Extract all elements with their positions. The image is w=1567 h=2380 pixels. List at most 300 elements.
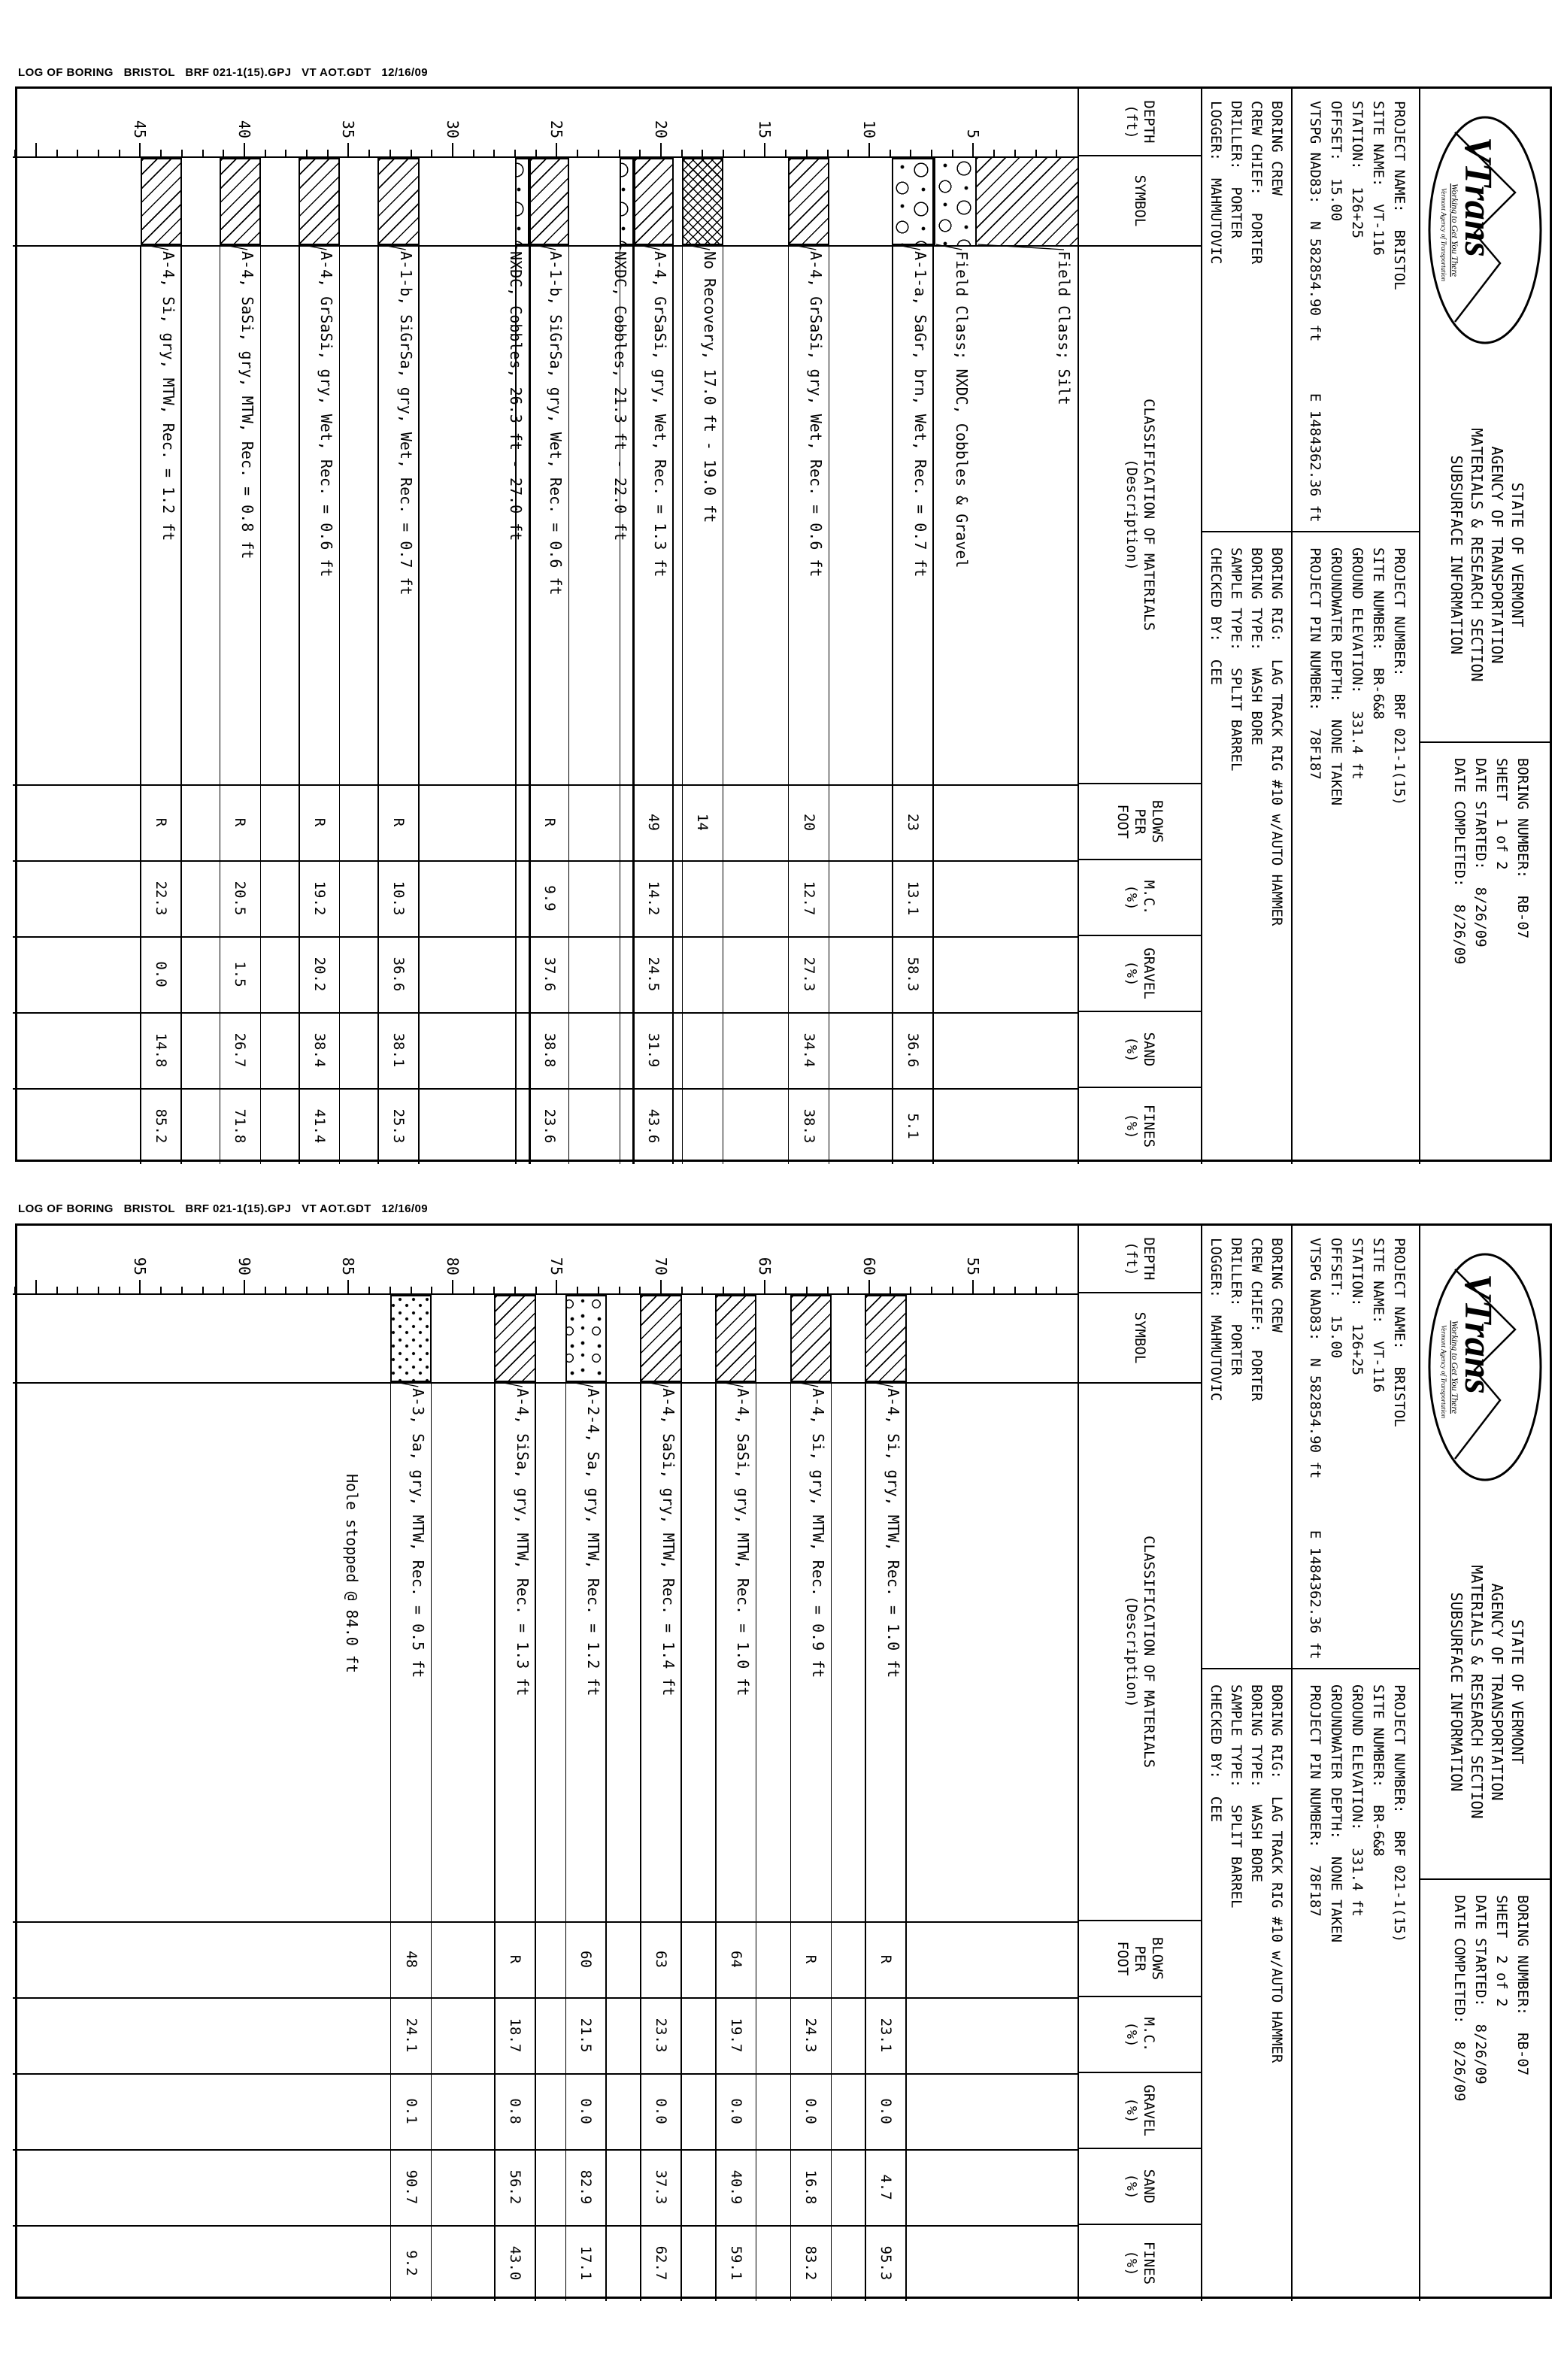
depth-tick-major	[452, 1280, 453, 1293]
sample-mc-value: 18.7	[507, 2018, 524, 2053]
sample-row-rule	[535, 1384, 536, 2301]
sample-row-rule	[829, 247, 830, 1164]
log-file-header-2: LOG OF BORING BRISTOL BRF 021-1(15).GPJ VT AOT.GDT 12/16/09	[18, 1202, 428, 1215]
text-line: GROUND ELEVATION: 331.4 ft	[1349, 1684, 1365, 1917]
sample-row-rule	[680, 1384, 682, 2301]
sample-row-rule	[788, 247, 790, 1164]
sample-sand-value: 16.8	[802, 2169, 820, 2205]
depth-tick-minor	[535, 1287, 537, 1293]
depth-tick-major	[348, 1280, 350, 1293]
text-line: DRILLER: PORTER	[1228, 1238, 1244, 1376]
description-leader-line	[977, 244, 1064, 250]
depth-tick-minor	[744, 1287, 745, 1293]
text-line: AGENCY OF TRANSPORTATION	[1488, 1583, 1506, 1801]
description-leader-line	[222, 244, 247, 250]
description-leader-line	[793, 1381, 818, 1387]
sample-fines-value: 83.2	[802, 2245, 820, 2281]
sample-blows-value: 63	[653, 1951, 669, 1968]
description-leader-line	[380, 244, 405, 250]
sample-gravel-value: 37.6	[541, 957, 558, 992]
sample-description: A-4, Si, gry, MTW, Rec. = 1.2 ft	[159, 251, 177, 541]
text-line: M.C.	[1141, 2017, 1157, 2052]
depth-tick-minor	[285, 1287, 286, 1293]
text-line: FINES	[1141, 2241, 1157, 2285]
text-line: CREW CHIEF: PORTER	[1248, 1238, 1265, 1402]
sample-symbol-box	[892, 158, 933, 245]
sample-row-rule	[431, 1384, 432, 2301]
sample-fines-value: 38.3	[800, 1108, 817, 1144]
text-line: (Description)	[1123, 1596, 1140, 1708]
depth-tick-minor	[785, 1287, 787, 1293]
sample-description: A-4, SaSi, gry, MTW, Rec. = 1.4 ft	[659, 1388, 677, 1696]
depth-tick-major	[140, 143, 141, 156]
description-leader-line	[894, 244, 920, 250]
sample-symbol-box	[788, 158, 829, 245]
depth-tick-major	[348, 143, 350, 156]
sample-fines-value: 95.3	[877, 2245, 895, 2281]
sample-symbol-box	[141, 158, 182, 245]
depth-tick-minor	[514, 150, 516, 156]
sample-mc-value: 14.2	[645, 881, 662, 916]
text-line: SITE NAME: VT-116	[1370, 101, 1387, 256]
depth-tick-minor	[368, 1287, 370, 1293]
depth-tick-minor	[77, 1287, 78, 1293]
depth-label: 35	[339, 120, 358, 138]
depth-label: 40	[235, 120, 253, 138]
sample-row-rule	[790, 1384, 792, 2301]
logo-brand-text: VTrans	[1456, 1274, 1499, 1394]
sample-fines-value: 71.8	[232, 1108, 249, 1144]
sample-mc-value: 20.5	[232, 881, 249, 916]
depth-tick-minor	[56, 150, 58, 156]
logo-tagline: Working to Get You There	[1450, 183, 1460, 277]
sample-gravel-value: 0.0	[653, 2098, 669, 2124]
depth-tick-minor	[827, 1287, 829, 1293]
description-leader-line	[642, 1381, 668, 1387]
sample-gravel-value: 20.2	[311, 957, 328, 992]
text-line: (%)	[1123, 2250, 1140, 2276]
sample-sand-value: 90.7	[402, 2169, 420, 2205]
depth-tick-minor	[1035, 1287, 1037, 1293]
depth-tick-minor	[1056, 150, 1057, 156]
depth-tick-minor	[119, 150, 120, 156]
text-line: SYMBOL	[1132, 1311, 1149, 1364]
depth-tick-major	[140, 1280, 141, 1293]
sample-fines-value: 59.1	[727, 2245, 744, 2281]
depth-tick-minor	[723, 1287, 724, 1293]
stratum-zone-label: Field Class; NXDC, Cobbles & Gravel	[953, 251, 971, 568]
text-line: (ft)	[1123, 105, 1140, 139]
sample-blows-value: 23	[905, 814, 922, 831]
text-line: BORING NUMBER: RB-07	[1514, 1895, 1531, 2076]
sample-row-rule	[905, 1384, 907, 2301]
text-line: DATE STARTED: 8/26/09	[1472, 758, 1489, 947]
sample-description: No Recovery, 17.0 ft - 19.0 ft	[701, 251, 720, 523]
text-line: CHECKED BY: CEE	[1208, 547, 1224, 686]
sample-row-rule	[568, 247, 570, 1164]
sample-mc-value: 10.3	[389, 881, 407, 916]
boring-log-sheet-1	[15, 86, 1552, 1162]
depth-tick-minor	[639, 150, 641, 156]
depth-tick-minor	[619, 1287, 620, 1293]
sample-sand-value: 40.9	[727, 2169, 744, 2205]
depth-tick-minor	[514, 1287, 516, 1293]
depth-tick-minor	[931, 1287, 932, 1293]
sample-description: A-1-b, SiGrSa, gry, Wet, Rec. = 0.6 ft	[547, 251, 565, 596]
depth-tick-minor	[890, 1287, 891, 1293]
sample-blows-value: 48	[402, 1951, 420, 1968]
stratum-zone-fill	[934, 158, 975, 245]
text-line: SAMPLE TYPE: SPLIT BARREL	[1228, 1684, 1244, 1909]
depth-label: 45	[131, 120, 150, 138]
sample-symbol-box	[865, 1295, 906, 1382]
text-line: CREW CHIEF: PORTER	[1248, 101, 1265, 265]
sample-description: NXDC, Cobbles, 26.3 ft - 27.0 ft	[507, 251, 526, 541]
text-line: SHEET 1 of 2	[1493, 758, 1510, 870]
logo-subtitle: Vermont Agency of Transportation	[1440, 1325, 1447, 1419]
depth-tick-minor	[827, 150, 829, 156]
depth-label: 80	[444, 1257, 462, 1275]
description-leader-line	[790, 244, 816, 250]
depth-tick-minor	[98, 150, 99, 156]
sample-row-rule	[141, 247, 142, 1164]
description-leader-line	[393, 1381, 418, 1387]
stratum-zone-label: Field Class; Silt	[1055, 251, 1073, 405]
depth-tick-minor	[265, 1287, 266, 1293]
sample-gravel-value: 27.3	[800, 957, 817, 992]
depth-tick-major	[660, 143, 662, 156]
sample-fines-value: 5.1	[905, 1113, 922, 1139]
depth-tick-minor	[952, 150, 953, 156]
sample-sand-value: 37.3	[653, 2169, 669, 2205]
log-file-header-1: LOG OF BORING BRISTOL BRF 021-1(15).GPJ VT AOT.GDT 12/16/09	[18, 66, 428, 79]
text-line: SUBSURFACE INFORMATION	[1447, 455, 1465, 655]
depth-tick-minor	[1014, 150, 1016, 156]
sample-gravel-value: 0.0	[727, 2098, 744, 2124]
text-line: PER	[1132, 808, 1149, 835]
sample-symbol-box	[515, 158, 529, 245]
text-line: BORING CREW	[1268, 101, 1285, 196]
depth-tick-major	[452, 143, 453, 156]
depth-label: 20	[652, 120, 670, 138]
sample-row-rule	[418, 247, 420, 1164]
sample-description: A-4, GrSaSi, gry, Wet, Rec. = 0.6 ft	[317, 251, 336, 578]
depth-tick-major	[973, 1280, 974, 1293]
sample-row-rule	[377, 247, 379, 1164]
text-line: FOOT	[1114, 1941, 1132, 1976]
sample-mc-value: 9.9	[541, 885, 558, 911]
depth-tick-minor	[411, 150, 412, 156]
sample-fines-value: 17.1	[577, 2245, 595, 2281]
depth-tick-minor	[411, 1287, 412, 1293]
sample-sand-value: 38.8	[541, 1032, 558, 1068]
sample-gravel-value: 36.6	[389, 957, 407, 992]
depth-tick-minor	[389, 1287, 391, 1293]
sample-description: A-4, Si, gry, MTW, Rec. = 0.9 ft	[809, 1388, 828, 1678]
sample-row-rule	[605, 1384, 607, 2301]
text-line: SITE NAME: VT-116	[1370, 1238, 1387, 1393]
text-line: (%)	[1123, 1036, 1140, 1063]
text-line: SITE NUMBER: BR-6&8	[1370, 1684, 1387, 1857]
description-leader-line	[532, 244, 556, 250]
sample-blows-value: 60	[577, 1951, 595, 1968]
depth-label: 30	[444, 120, 462, 138]
depth-tick-minor	[202, 150, 204, 156]
depth-tick-minor	[1056, 1287, 1057, 1293]
sample-description: A-4, SaSi, gry, MTW, Rec. = 0.8 ft	[238, 251, 257, 559]
text-line: GRAVEL	[1141, 947, 1157, 999]
sample-mc-value: 23.3	[653, 2018, 669, 2053]
logo-brand-text: VTrans	[1456, 137, 1499, 257]
depth-tick-minor	[681, 1287, 683, 1293]
sample-symbol-box	[530, 158, 570, 245]
depth-tick-major	[556, 1280, 558, 1293]
depth-tick-major	[244, 1280, 245, 1293]
depth-tick-minor	[847, 150, 849, 156]
text-line: SAND	[1141, 2169, 1157, 2204]
depth-tick-minor	[702, 1287, 703, 1293]
depth-tick-minor	[389, 150, 391, 156]
text-line: (ft)	[1123, 1242, 1140, 1276]
sample-blows-value: R	[311, 817, 328, 827]
depth-tick-minor	[181, 150, 183, 156]
depth-tick-major	[868, 1280, 870, 1293]
description-leader-line	[516, 244, 517, 250]
sample-sand-value: 14.8	[153, 1032, 170, 1068]
text-line: DEPTH	[1141, 100, 1157, 144]
sample-mc-value: 21.5	[577, 2018, 595, 2053]
depth-tick-minor	[535, 150, 537, 156]
sample-blows-value: R	[802, 1954, 820, 1964]
sample-row-rule	[299, 247, 300, 1164]
depth-tick-minor	[368, 150, 370, 156]
depth-tick-minor	[202, 1287, 204, 1293]
depth-tick-minor	[931, 150, 932, 156]
sample-mc-value: 23.1	[877, 2018, 895, 2053]
depth-tick-minor	[306, 150, 308, 156]
depth-tick-minor	[702, 150, 703, 156]
sample-row-rule	[932, 247, 934, 1164]
sample-row-rule	[390, 1384, 392, 2301]
leader-lines	[13, 1226, 1550, 2301]
text-line: (%)	[1123, 1113, 1140, 1139]
depth-tick-minor	[993, 150, 995, 156]
sample-fines-value: 25.3	[389, 1108, 407, 1144]
text-line: OFFSET: 15.00	[1328, 1238, 1344, 1359]
sample-fines-value: 41.4	[311, 1108, 328, 1144]
text-line: AGENCY OF TRANSPORTATION	[1488, 446, 1506, 664]
depth-label: 10	[860, 120, 878, 138]
depth-tick-minor	[910, 150, 911, 156]
depth-tick-minor	[223, 150, 224, 156]
text-line: BORING CREW	[1268, 1238, 1285, 1332]
sample-row-rule	[892, 247, 893, 1164]
text-line: BORING TYPE: WASH BORE	[1248, 547, 1265, 746]
description-leader-line	[717, 1381, 743, 1387]
depth-tick-major	[973, 143, 974, 156]
sample-row-rule	[672, 247, 674, 1164]
data-layer	[13, 89, 1550, 1164]
depth-tick-minor	[598, 1287, 599, 1293]
sample-row-rule	[634, 247, 635, 1164]
depth-tick-major	[35, 1280, 37, 1293]
depth-label: 75	[547, 1257, 566, 1275]
sample-symbol-box	[377, 158, 419, 245]
text-line: DEPTH	[1141, 1237, 1157, 1281]
sample-mc-value: 22.3	[153, 881, 170, 916]
text-line: SHEET 2 of 2	[1493, 1895, 1510, 2007]
depth-tick-minor	[306, 1287, 308, 1293]
text-line: BLOWS	[1149, 1936, 1166, 1981]
sample-description: A-4, Si, gry, MTW, Rec. = 1.0 ft	[884, 1388, 902, 1678]
text-line: GRAVEL	[1141, 2084, 1157, 2136]
depth-tick-minor	[639, 1287, 641, 1293]
sample-row-rule	[260, 247, 262, 1164]
depth-tick-minor	[744, 150, 745, 156]
sample-sand-value: 56.2	[507, 2169, 524, 2205]
depth-label: 5	[964, 129, 983, 138]
sample-row-rule	[865, 1384, 866, 2301]
depth-tick-major	[244, 143, 245, 156]
text-line: FOOT	[1114, 804, 1132, 839]
boring-log-sheet-2	[15, 1223, 1552, 2299]
text-line: (%)	[1123, 2173, 1140, 2200]
sample-blows-value: R	[153, 817, 170, 827]
text-line: (%)	[1123, 2021, 1140, 2048]
description-leader-line	[496, 1381, 522, 1387]
depth-tick-minor	[598, 150, 599, 156]
depth-label: 65	[756, 1257, 774, 1275]
sample-blows-value: 14	[694, 814, 711, 831]
sample-sand-value: 26.7	[232, 1032, 249, 1068]
sample-gravel-value: 0.0	[877, 2098, 895, 2124]
depth-tick-minor	[493, 1287, 495, 1293]
depth-label: 95	[131, 1257, 150, 1275]
sample-row-rule	[529, 247, 530, 1164]
depth-tick-minor	[619, 150, 620, 156]
text-line: PROJECT PIN NUMBER: 78F187	[1307, 1684, 1323, 1917]
text-line: PROJECT NAME: BRISTOL	[1391, 101, 1408, 290]
sample-sand-value: 34.4	[800, 1032, 817, 1068]
text-line: SUBSURFACE INFORMATION	[1447, 1592, 1465, 1792]
sample-gravel-value: 0.8	[507, 2098, 524, 2124]
sample-row-rule	[494, 1384, 496, 2301]
depth-tick-minor	[910, 1287, 911, 1293]
sample-symbol-box	[299, 158, 340, 245]
sample-row-rule	[682, 247, 683, 1164]
sample-symbol-box	[640, 1295, 681, 1382]
text-line: BORING NUMBER: RB-07	[1514, 758, 1531, 939]
depth-tick-major	[556, 143, 558, 156]
stratum-zone-fill	[975, 158, 1078, 245]
description-leader-line	[568, 1381, 593, 1387]
text-line: BLOWS	[1149, 799, 1166, 844]
text-line: DATE COMPLETED: 8/26/09	[1451, 1895, 1468, 2102]
description-leader-line	[143, 244, 168, 250]
sample-symbol-box	[220, 158, 261, 245]
sample-sand-value: 36.6	[905, 1032, 922, 1068]
text-line: VTSPG NAD83: N 582854.90 ft E 1484362.36 ft	[1307, 1238, 1323, 1660]
data-layer	[13, 1226, 1550, 2301]
sample-row-rule	[565, 1384, 567, 2301]
depth-label: 70	[652, 1257, 670, 1275]
sample-fines-value: 85.2	[153, 1108, 170, 1144]
sample-gravel-value: 0.0	[577, 2098, 595, 2124]
text-line: GROUNDWATER DEPTH: NONE TAKEN	[1328, 1684, 1344, 1943]
text-line: (%)	[1123, 884, 1140, 911]
text-line: SYMBOL	[1132, 174, 1149, 227]
sample-mc-value: 24.1	[402, 2018, 420, 2053]
text-line: CHECKED BY: CEE	[1208, 1684, 1224, 1823]
sample-row-rule	[723, 247, 724, 1164]
text-line: BORING TYPE: WASH BORE	[1248, 1684, 1265, 1883]
text-line: MATERIALS & RESEARCH SECTION	[1468, 428, 1486, 682]
sample-blows-value: R	[507, 1954, 524, 1964]
depth-label: 60	[860, 1257, 878, 1275]
sample-mc-value: 12.7	[800, 881, 817, 916]
sample-description: A-2-4, Sa, gry, MTW, Rec. = 1.2 ft	[583, 1388, 602, 1696]
text-line: BORING RIG: LAG TRACK RIG #10 w/AUTO HAMMER	[1268, 547, 1285, 926]
sample-row-rule	[180, 247, 182, 1164]
text-line: FINES	[1141, 1104, 1157, 1148]
sample-row-rule	[715, 1384, 717, 2301]
text-line: STATE OF VERMONT	[1508, 1619, 1526, 1765]
sample-symbol-box	[565, 1295, 607, 1382]
logo-tagline: Working to Get You There	[1450, 1320, 1460, 1414]
depth-tick-minor	[473, 150, 474, 156]
depth-tick-minor	[14, 1287, 16, 1293]
description-leader-line	[636, 244, 660, 250]
sample-symbol-box	[790, 1295, 832, 1382]
depth-tick-minor	[327, 1287, 329, 1293]
sample-symbol-box	[494, 1295, 535, 1382]
sample-description: A-4, GrSaSi, gry, Wet, Rec. = 1.3 ft	[650, 251, 669, 578]
depth-tick-major	[868, 143, 870, 156]
sample-row-rule	[756, 1384, 757, 2301]
sample-gravel-value: 0.1	[402, 2098, 420, 2124]
sample-mc-value: 24.3	[802, 2018, 820, 2053]
sample-blows-value: R	[541, 817, 558, 827]
sample-blows-value: R	[877, 1954, 895, 1964]
depth-tick-minor	[1035, 150, 1037, 156]
text-line: VTSPG NAD83: N 582854.90 ft E 1484362.36 ft	[1307, 101, 1323, 523]
sample-symbol-box	[682, 158, 723, 245]
logo-subtitle: Vermont Agency of Transportation	[1440, 188, 1447, 282]
sample-sand-value: 82.9	[577, 2169, 595, 2205]
depth-tick-minor	[431, 1287, 432, 1293]
text-line: STATION: 126+25	[1349, 101, 1365, 239]
sample-fines-value: 23.6	[541, 1108, 558, 1144]
depth-tick-minor	[493, 150, 495, 156]
depth-tick-minor	[265, 150, 266, 156]
depth-tick-minor	[181, 1287, 183, 1293]
depth-label: 55	[964, 1257, 983, 1275]
sample-symbol-box	[620, 158, 634, 245]
depth-tick-minor	[431, 150, 432, 156]
depth-tick-minor	[77, 150, 78, 156]
text-line: DATE COMPLETED: 8/26/09	[1451, 758, 1468, 965]
depth-tick-minor	[993, 1287, 995, 1293]
sample-fines-value: 62.7	[653, 2245, 669, 2281]
text-line: STATE OF VERMONT	[1508, 482, 1526, 628]
sample-fines-value: 43.6	[645, 1108, 662, 1144]
sample-row-rule	[339, 247, 341, 1164]
sample-row-rule	[831, 1384, 832, 2301]
description-leader-line	[936, 244, 962, 250]
text-line: BORING RIG: LAG TRACK RIG #10 w/AUTO HAMMER	[1268, 1684, 1285, 2063]
description-leader-line	[684, 244, 710, 250]
text-line: CLASSIFICATION OF MATERIALS	[1141, 1536, 1157, 1768]
